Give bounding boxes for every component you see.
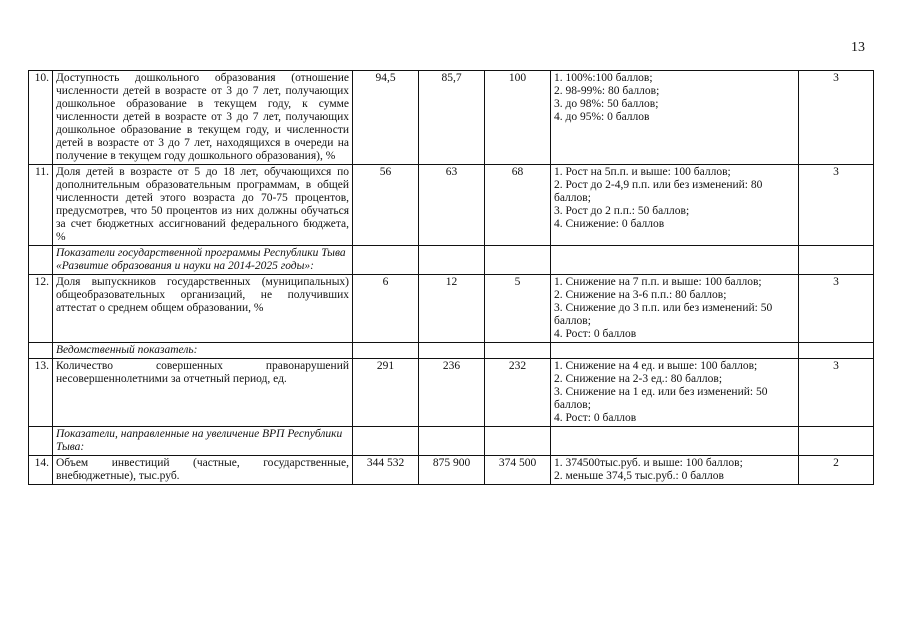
criteria-line: 4. Снижение: 0 баллов xyxy=(554,218,665,230)
weight-value: 3 xyxy=(799,71,874,165)
criteria-line: 4. Рост: 0 баллов xyxy=(554,328,637,340)
value-3: 232 xyxy=(485,359,551,427)
criteria-line: 2. 98-99%: 80 баллов; xyxy=(554,85,660,97)
empty-cell xyxy=(485,343,551,359)
indicator-name: Доля выпускников государственных (муниципальных) общеобразовательных организаций, не получивших аттестат о среднем общем образовании, % xyxy=(53,275,353,343)
value-2: 12 xyxy=(419,275,485,343)
section-row xyxy=(29,343,874,359)
weight-value: 3 xyxy=(799,275,874,343)
criteria-line: 4. Рост: 0 баллов xyxy=(554,412,637,424)
value-1: 344 532 xyxy=(353,456,419,485)
section-heading: Показатели государственной программы Республики Тыва «Развитие образования и науки на 2014-2025 годы»: xyxy=(53,246,353,275)
row-number: 12. xyxy=(29,275,53,343)
criteria-line: 2. Снижение на 3-6 п.п.: 80 баллов; xyxy=(554,289,727,301)
value-1: 56 xyxy=(353,165,419,246)
empty-cell xyxy=(353,246,419,275)
value-3: 5 xyxy=(485,275,551,343)
criteria-cell xyxy=(551,71,799,165)
empty-cell xyxy=(799,427,874,456)
criteria-line: 2. Рост до 2-4,9 п.п. или без изменений: 80 баллов; xyxy=(554,179,763,204)
empty-cell xyxy=(353,343,419,359)
value-2: 85,7 xyxy=(419,71,485,165)
section-row xyxy=(29,427,874,456)
empty-cell xyxy=(29,246,53,275)
criteria-line: 1. Снижение на 7 п.п. и выше: 100 баллов; xyxy=(554,276,762,288)
table-body xyxy=(29,71,874,485)
criteria-line: 1. 100%:100 баллов; xyxy=(554,72,653,84)
indicator-name: Объем инвестиций (частные, государственные, внебюджетные), тыс.руб. xyxy=(53,456,353,485)
value-3: 100 xyxy=(485,71,551,165)
row-number: 10. xyxy=(29,71,53,165)
empty-cell xyxy=(799,246,874,275)
page-number: 13 xyxy=(851,40,865,55)
weight-value: 3 xyxy=(799,165,874,246)
value-3: 374 500 xyxy=(485,456,551,485)
criteria-line: 1. Снижение на 4 ед. и выше: 100 баллов; xyxy=(554,360,758,372)
criteria-cell xyxy=(551,165,799,246)
empty-cell xyxy=(551,343,799,359)
empty-cell xyxy=(799,343,874,359)
criteria-line: 3. Снижение на 1 ед. или без изменений: 50 баллов; xyxy=(554,386,768,411)
criteria-line: 2. меньше 374,5 тыс.руб.: 0 баллов xyxy=(554,470,724,482)
empty-cell xyxy=(29,343,53,359)
row-number: 14. xyxy=(29,456,53,485)
criteria-cell xyxy=(551,359,799,427)
empty-cell xyxy=(419,427,485,456)
empty-cell xyxy=(485,427,551,456)
table-row xyxy=(29,275,874,343)
criteria-line: 1. 374500тыс.руб. и выше: 100 баллов; xyxy=(554,457,743,469)
section-row xyxy=(29,246,874,275)
empty-cell xyxy=(551,427,799,456)
criteria-line: 1. Рост на 5п.п. и выше: 100 баллов; xyxy=(554,166,731,178)
row-number: 13. xyxy=(29,359,53,427)
weight-value: 3 xyxy=(799,359,874,427)
criteria-line: 4. до 95%: 0 баллов xyxy=(554,111,650,123)
table-row xyxy=(29,359,874,427)
value-1: 291 xyxy=(353,359,419,427)
indicator-name: Количество совершенных правонарушений несовершеннолетними за отчетный период, ед. xyxy=(53,359,353,427)
value-1: 6 xyxy=(353,275,419,343)
empty-cell xyxy=(485,246,551,275)
empty-cell xyxy=(419,246,485,275)
empty-cell xyxy=(29,427,53,456)
criteria-line: 3. до 98%: 50 баллов; xyxy=(554,98,659,110)
value-3: 68 xyxy=(485,165,551,246)
indicators-table xyxy=(28,70,874,485)
indicator-name: Доля детей в возрасте от 5 до 18 лет, обучающихся по дополнительным образовательным программам, в общей численности детей этого возраста до 70-75 процентов, предусмотрев, что 50 процентов из них должны обучаться за счет бюджетных ассигнований федерального бюджета, % xyxy=(53,165,353,246)
value-2: 875 900 xyxy=(419,456,485,485)
criteria-line: 3. Снижение до 3 п.п. или без изменений: 50 баллов; xyxy=(554,302,773,327)
table-row xyxy=(29,456,874,485)
section-heading: Ведомственный показатель: xyxy=(53,343,353,359)
table-row xyxy=(29,165,874,246)
section-heading: Показатели, направленные на увеличение ВРП Республики Тыва: xyxy=(53,427,353,456)
criteria-cell xyxy=(551,275,799,343)
row-number: 11. xyxy=(29,165,53,246)
table-row xyxy=(29,71,874,165)
criteria-line: 3. Рост до 2 п.п.: 50 баллов; xyxy=(554,205,690,217)
value-1: 94,5 xyxy=(353,71,419,165)
criteria-line: 2. Снижение на 2-3 ед.: 80 баллов; xyxy=(554,373,723,385)
value-2: 63 xyxy=(419,165,485,246)
empty-cell xyxy=(353,427,419,456)
empty-cell xyxy=(551,246,799,275)
criteria-cell xyxy=(551,456,799,485)
weight-value: 2 xyxy=(799,456,874,485)
indicator-name: Доступность дошкольного образования (отношение численности детей в возрасте от 3 до 7 лет, получающих дошкольное образование в текущем году, к сумме численности детей в возрасте от 3 до 7 лет, получающих дошкольное образование в текущем году, и численности детей в возрасте от 3 до 7 лет, находящихся в очереди на получение в текущем году дошкольного образования), % xyxy=(53,71,353,165)
value-2: 236 xyxy=(419,359,485,427)
empty-cell xyxy=(419,343,485,359)
